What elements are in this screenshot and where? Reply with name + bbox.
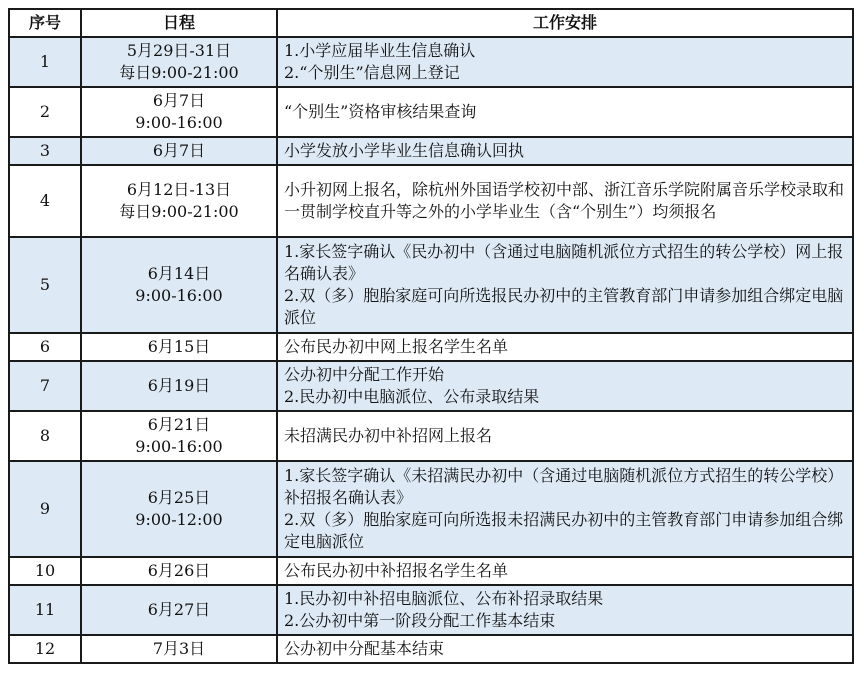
- table-row: [9, 333, 853, 361]
- table-row: [9, 237, 853, 333]
- row-schedule: [81, 87, 277, 137]
- table-row: [9, 557, 853, 585]
- schedule-line: 每日9:00-21:00: [119, 63, 239, 82]
- table-row: [9, 411, 853, 461]
- row-schedule: [81, 557, 277, 585]
- task-line: 2.公办初中第一阶段分配工作基本结束: [284, 611, 556, 630]
- schedule-line: 7月3日: [152, 639, 206, 658]
- row-seq: 6: [9, 333, 81, 361]
- row-seq: 11: [9, 585, 81, 635]
- row-schedule: [81, 585, 277, 635]
- header-row: [9, 9, 853, 37]
- schedule-line: 6月12日-13日: [126, 180, 232, 199]
- schedule-line: 9:00-16:00: [135, 286, 223, 305]
- table-row: [9, 87, 853, 137]
- task-line: 2.“个别生”信息网上登记: [284, 63, 460, 82]
- task-line: 公布民办初中补招报名学生名单: [284, 561, 509, 580]
- task-line: 1.家长签字确认《未招满民办初中（含通过电脑随机派位方式招生的转公学校）补招报名确认表》: [284, 466, 844, 507]
- schedule-line: 6月27日: [147, 600, 211, 619]
- table-row: [9, 585, 853, 635]
- row-work-arrangement: [277, 87, 853, 137]
- task-line: 2.双（多）胞胎家庭可向所选报未招满民办初中的主管教育部门申请参加组合绑定电脑派位: [284, 510, 844, 551]
- row-schedule: [81, 361, 277, 411]
- header-seq: 序号: [9, 9, 81, 37]
- schedule-line: 6月26日: [147, 561, 211, 580]
- row-seq: 7: [9, 361, 81, 411]
- task-line: 2.民办初中电脑派位、公布录取结果: [284, 387, 540, 406]
- row-seq: 1: [9, 37, 81, 87]
- schedule-line: 6月25日: [147, 488, 211, 507]
- schedule-body: [9, 37, 853, 663]
- row-work-arrangement: [277, 461, 853, 557]
- table-row: [9, 165, 853, 237]
- schedule-line: 6月7日: [152, 91, 206, 110]
- schedule-line: 6月7日: [152, 141, 206, 160]
- row-seq: 8: [9, 411, 81, 461]
- task-line: 小升初网上报名，除杭州外国语学校初中部、浙江音乐学院附属音乐学校录取和一贯制学校直升等之外的小学毕业生（含“个别生”）均须报名: [284, 180, 845, 221]
- schedule-line: 6月19日: [147, 376, 211, 395]
- row-work-arrangement: [277, 635, 853, 663]
- row-work-arrangement: [277, 333, 853, 361]
- table-row: [9, 37, 853, 87]
- schedule-line: 6月15日: [147, 337, 211, 356]
- row-seq: 12: [9, 635, 81, 663]
- row-work-arrangement: [277, 557, 853, 585]
- header-schedule: 日程: [81, 9, 277, 37]
- schedule-line: 9:00-16:00: [135, 437, 223, 456]
- row-schedule: [81, 635, 277, 663]
- table-row: [9, 461, 853, 557]
- schedule-line: 6月21日: [147, 415, 211, 434]
- task-line: 公布民办初中网上报名学生名单: [284, 337, 509, 356]
- schedule-line: 6月14日: [147, 264, 211, 283]
- schedule-table: [8, 8, 854, 664]
- row-seq: 10: [9, 557, 81, 585]
- row-schedule: [81, 165, 277, 237]
- row-seq: 5: [9, 237, 81, 333]
- row-work-arrangement: [277, 585, 853, 635]
- row-schedule: [81, 237, 277, 333]
- task-line: 公办初中分配工作开始: [284, 365, 445, 384]
- task-line: 未招满民办初中补招网上报名: [284, 426, 493, 445]
- task-line: 小学发放小学毕业生信息确认回执: [284, 141, 525, 160]
- task-line: 公办初中分配基本结束: [284, 639, 445, 658]
- row-work-arrangement: [277, 237, 853, 333]
- schedule-line: 9:00-12:00: [135, 510, 223, 529]
- row-schedule: [81, 461, 277, 557]
- row-work-arrangement: [277, 37, 853, 87]
- task-line: 1.小学应届毕业生信息确认: [284, 41, 476, 60]
- schedule-line: 9:00-16:00: [135, 113, 223, 132]
- row-seq: 3: [9, 137, 81, 165]
- table-row: [9, 361, 853, 411]
- task-line: 2.双（多）胞胎家庭可向所选报民办初中的主管教育部门申请参加组合绑定电脑派位: [284, 286, 844, 327]
- row-work-arrangement: [277, 165, 853, 237]
- task-line: “个别生”资格审核结果查询: [284, 102, 477, 121]
- row-seq: 4: [9, 165, 81, 237]
- row-schedule: [81, 333, 277, 361]
- row-schedule: [81, 411, 277, 461]
- table-row: [9, 137, 853, 165]
- row-seq: 2: [9, 87, 81, 137]
- row-work-arrangement: [277, 137, 853, 165]
- task-line: 1.家长签字确认《民办初中（含通过电脑随机派位方式招生的转公学校）网上报名确认表》: [284, 242, 844, 283]
- row-seq: 9: [9, 461, 81, 557]
- row-work-arrangement: [277, 361, 853, 411]
- schedule-line: 每日9:00-21:00: [119, 202, 239, 221]
- row-schedule: [81, 37, 277, 87]
- header-work-arrangement: 工作安排: [277, 9, 853, 37]
- table-row: [9, 635, 853, 663]
- schedule-line: 5月29日-31日: [126, 41, 232, 60]
- row-work-arrangement: [277, 411, 853, 461]
- task-line: 1.民办初中补招电脑派位、公布补招录取结果: [284, 589, 604, 608]
- row-schedule: [81, 137, 277, 165]
